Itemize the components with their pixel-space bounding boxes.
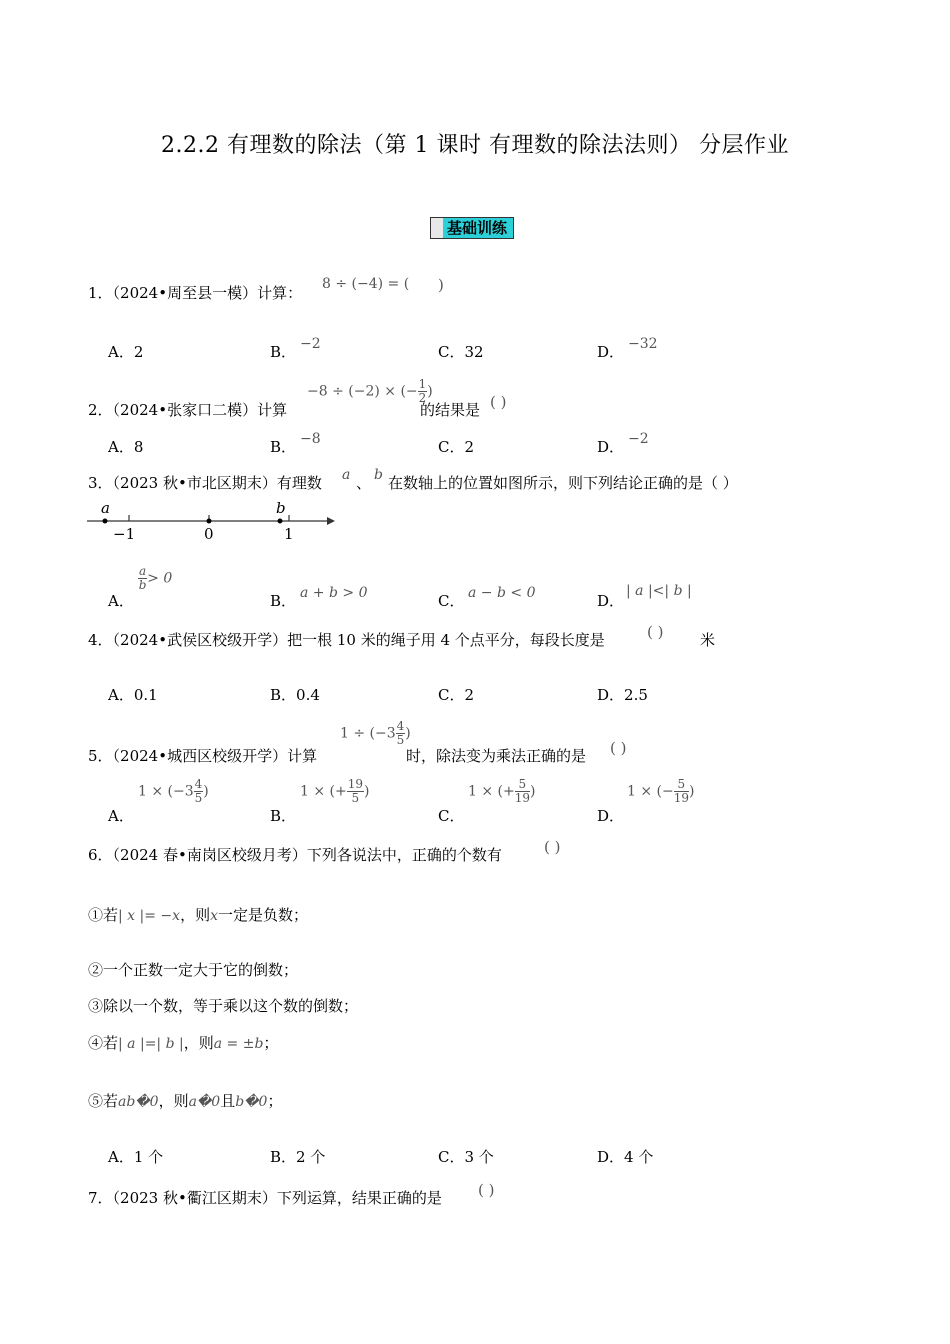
question-number: 4．	[88, 631, 113, 649]
tick-label-1: 1	[284, 525, 294, 543]
number-line	[85, 497, 345, 547]
option-a	[108, 590, 134, 611]
option-a	[108, 341, 143, 362]
option-c	[438, 590, 464, 611]
tick-label-neg1: −1	[113, 525, 136, 543]
option-text: > 0	[147, 570, 173, 587]
option-letter: B．	[270, 343, 297, 361]
question-number: 1．	[88, 284, 113, 302]
statement-mark: ④若	[88, 1034, 119, 1052]
expr-text: −8 ÷ (−2) × (−	[307, 383, 418, 400]
expr-end: )	[427, 383, 433, 400]
answer-paren: ( )	[610, 739, 627, 757]
statement-3: ③除以一个数，等于乘以这个数的倒数；	[88, 997, 359, 1015]
fraction	[138, 565, 147, 592]
denominator: 5	[194, 791, 203, 805]
option-a	[108, 684, 158, 705]
option-text: 2	[464, 438, 475, 456]
option-letter: B．	[270, 438, 297, 456]
expr-text: 1 ÷ (−3	[340, 725, 396, 742]
question-7	[88, 1187, 442, 1208]
option-letter: B．	[270, 807, 297, 825]
option-d-math: −2	[628, 431, 649, 447]
expr-end: )	[405, 725, 411, 742]
option-b	[270, 684, 320, 705]
pre-text: 1 × (−3	[138, 783, 194, 800]
question-stem: （2023 秋•衢江区期末）下列运算，结果正确的是	[112, 1189, 442, 1207]
option-letter: A．	[108, 438, 134, 456]
question-tail	[420, 399, 480, 420]
var-a: a	[342, 467, 351, 483]
option-letter: B．	[270, 686, 297, 704]
option-letter: A．	[108, 807, 134, 825]
option-c	[438, 436, 474, 457]
option-a	[108, 436, 143, 457]
answer-paren-close: )	[438, 276, 444, 294]
numerator: 5	[674, 778, 689, 792]
statement-text: 且	[220, 1092, 236, 1110]
option-d	[597, 436, 624, 457]
statement-mark: ①若	[88, 906, 119, 924]
statement-text: ，则	[180, 906, 211, 924]
statement-math: a�0	[188, 1094, 221, 1110]
question-1	[88, 282, 302, 303]
question-stem: （2023 秋•市北区期末）有理数	[112, 474, 322, 492]
option-c-math	[468, 778, 535, 805]
option-a-math	[138, 565, 172, 592]
statement-math: b�0	[235, 1094, 268, 1110]
question-tail: 在数轴上的位置如图所示，则下列结论正确的是（ ）	[388, 474, 738, 492]
question-stem: （2024•张家口二模）计算	[112, 401, 288, 419]
option-d	[597, 805, 624, 826]
statement-math: | a |=| b |	[118, 1036, 184, 1052]
option-text: 8	[133, 438, 144, 456]
expr-text: 8 ÷ (−4) = (	[322, 276, 410, 292]
option-d-math: −32	[628, 336, 658, 352]
question-number: 6．	[88, 846, 113, 864]
statement-math: a = ±b	[213, 1036, 264, 1052]
numerator: 19	[347, 777, 364, 791]
numerator: 1	[418, 377, 427, 391]
pre-text: 1 × (+	[300, 783, 347, 800]
option-d	[597, 684, 648, 705]
option-c	[438, 341, 484, 362]
var-b: b	[374, 467, 383, 483]
option-letter: A．	[108, 592, 134, 610]
section-label: 基础训练	[430, 217, 514, 239]
denominator: 19	[514, 791, 531, 805]
post-text: )	[689, 783, 695, 800]
option-text: 0.4	[296, 686, 320, 704]
question-2	[88, 399, 287, 420]
denominator: b	[138, 578, 147, 592]
option-b	[270, 590, 296, 611]
tick-label-0: 0	[204, 525, 214, 543]
question-5	[88, 745, 317, 766]
option-d-math: | a |<| b |	[626, 583, 692, 599]
point-a	[103, 519, 108, 524]
option-text: 2	[464, 686, 475, 704]
option-c	[438, 684, 474, 705]
option-letter: A．	[108, 1148, 134, 1166]
option-letter: D．	[597, 807, 625, 825]
option-text: 3 个	[464, 1148, 494, 1166]
answer-paren: ( )	[490, 393, 507, 411]
option-b	[270, 805, 296, 826]
option-letter: C．	[438, 686, 465, 704]
statement-math: ab�0	[118, 1094, 159, 1110]
option-c	[438, 805, 464, 826]
question-number: 5．	[88, 747, 113, 765]
statement-4	[88, 1032, 278, 1053]
post-text: )	[203, 783, 209, 800]
statement-math: | x |= −x	[118, 908, 181, 924]
fraction	[194, 778, 204, 805]
numerator: 4	[194, 777, 203, 791]
fraction	[515, 778, 530, 805]
post-text: )	[530, 783, 536, 800]
question-number: 7．	[88, 1189, 113, 1207]
option-b-math: −8	[300, 431, 321, 447]
numerator: 4	[396, 719, 405, 733]
post-text: )	[364, 783, 370, 800]
option-letter: D．	[597, 686, 625, 704]
denominator: 5	[396, 733, 405, 747]
option-d	[597, 590, 624, 611]
point-zero	[207, 519, 212, 524]
statement-math: x	[210, 908, 218, 924]
question-number: 3．	[88, 474, 113, 492]
option-letter: C．	[438, 1148, 465, 1166]
question-stem: （2024•武侯区校级开学）把一根 10 米的绳子用 4 个点平分，每段长度是	[112, 631, 605, 649]
option-text: 32	[464, 343, 484, 361]
question-tail: 米	[700, 631, 716, 649]
section-badge	[430, 217, 514, 238]
option-b	[270, 341, 296, 362]
option-letter: C．	[438, 438, 465, 456]
denominator: 5	[351, 791, 360, 805]
math-expression	[340, 720, 411, 747]
option-a	[108, 805, 134, 826]
point-b	[278, 519, 283, 524]
option-b	[270, 1146, 325, 1167]
numerator: a	[139, 564, 147, 578]
question-tail: 时，除法变为乘法正确的是	[406, 747, 587, 765]
question-stem: （2024•城西区校级开学）计算	[112, 747, 318, 765]
axis-arrow	[327, 517, 335, 525]
option-d	[597, 341, 624, 362]
option-b	[270, 436, 296, 457]
question-number: 2．	[88, 401, 113, 419]
option-text: 0.1	[133, 686, 158, 704]
answer-paren: ( )	[647, 623, 664, 641]
option-letter: D．	[597, 1148, 625, 1166]
option-letter: D．	[597, 592, 625, 610]
denominator: 19	[673, 791, 690, 805]
answer-paren: ( )	[478, 1181, 495, 1199]
page-title: 2.2.2 有理数的除法（第 1 课时 有理数的除法法则） 分层作业	[161, 133, 789, 158]
option-letter: C．	[438, 592, 465, 610]
option-letter: D．	[597, 438, 625, 456]
fraction	[396, 720, 406, 747]
statement-text: ，则	[158, 1092, 189, 1110]
option-letter: B．	[270, 592, 297, 610]
option-text: 2 个	[296, 1148, 326, 1166]
option-text: 4 个	[624, 1148, 654, 1166]
option-b-math	[300, 778, 369, 805]
question-stem: （2024 春•南岗区校级月考）下列各说法中，正确的个数有	[112, 846, 502, 864]
option-letter: A．	[108, 343, 134, 361]
option-letter: D．	[597, 343, 625, 361]
math-expression	[307, 378, 433, 405]
question-4	[88, 629, 605, 650]
statement-5	[88, 1090, 282, 1111]
denominator: 2	[418, 391, 427, 405]
label-a: a	[101, 499, 110, 517]
numerator: 5	[515, 778, 530, 792]
option-b-math: −2	[300, 336, 321, 352]
option-letter: C．	[438, 343, 465, 361]
statement-text: ，则	[183, 1034, 214, 1052]
question-stem: （2024•周至县一模）计算：	[112, 284, 303, 302]
answer-paren: ( )	[544, 838, 561, 856]
option-text: 1 个	[133, 1148, 164, 1166]
option-c-math: a − b < 0	[468, 585, 536, 601]
statement-text: ；	[263, 1034, 279, 1052]
statement-2: ②一个正数一定大于它的倒数；	[88, 961, 299, 979]
option-d-math	[627, 778, 694, 805]
fraction	[347, 778, 364, 805]
option-d	[597, 1146, 653, 1167]
math-expression	[322, 276, 409, 292]
option-a	[108, 1146, 163, 1167]
pre-text: 1 × (−	[627, 783, 674, 800]
option-letter: B．	[270, 1148, 297, 1166]
option-text: 2.5	[624, 686, 648, 704]
question-6	[88, 844, 502, 865]
fraction	[674, 778, 689, 805]
separator: 、	[356, 474, 372, 492]
statement-1	[88, 904, 308, 925]
option-c	[438, 1146, 494, 1167]
label-b: b	[276, 499, 286, 517]
option-letter: A．	[108, 686, 134, 704]
statement-mark: ⑤若	[88, 1092, 119, 1110]
option-b-math: a + b > 0	[300, 585, 368, 601]
tail-text: 的结果是	[420, 401, 481, 419]
option-text: 2	[133, 343, 144, 361]
option-a-math	[138, 778, 209, 805]
option-letter: C．	[438, 807, 465, 825]
pre-text: 1 × (+	[468, 783, 515, 800]
question-3	[88, 472, 322, 493]
statement-text: ；	[267, 1092, 283, 1110]
statement-text: 一定是负数；	[217, 906, 308, 924]
